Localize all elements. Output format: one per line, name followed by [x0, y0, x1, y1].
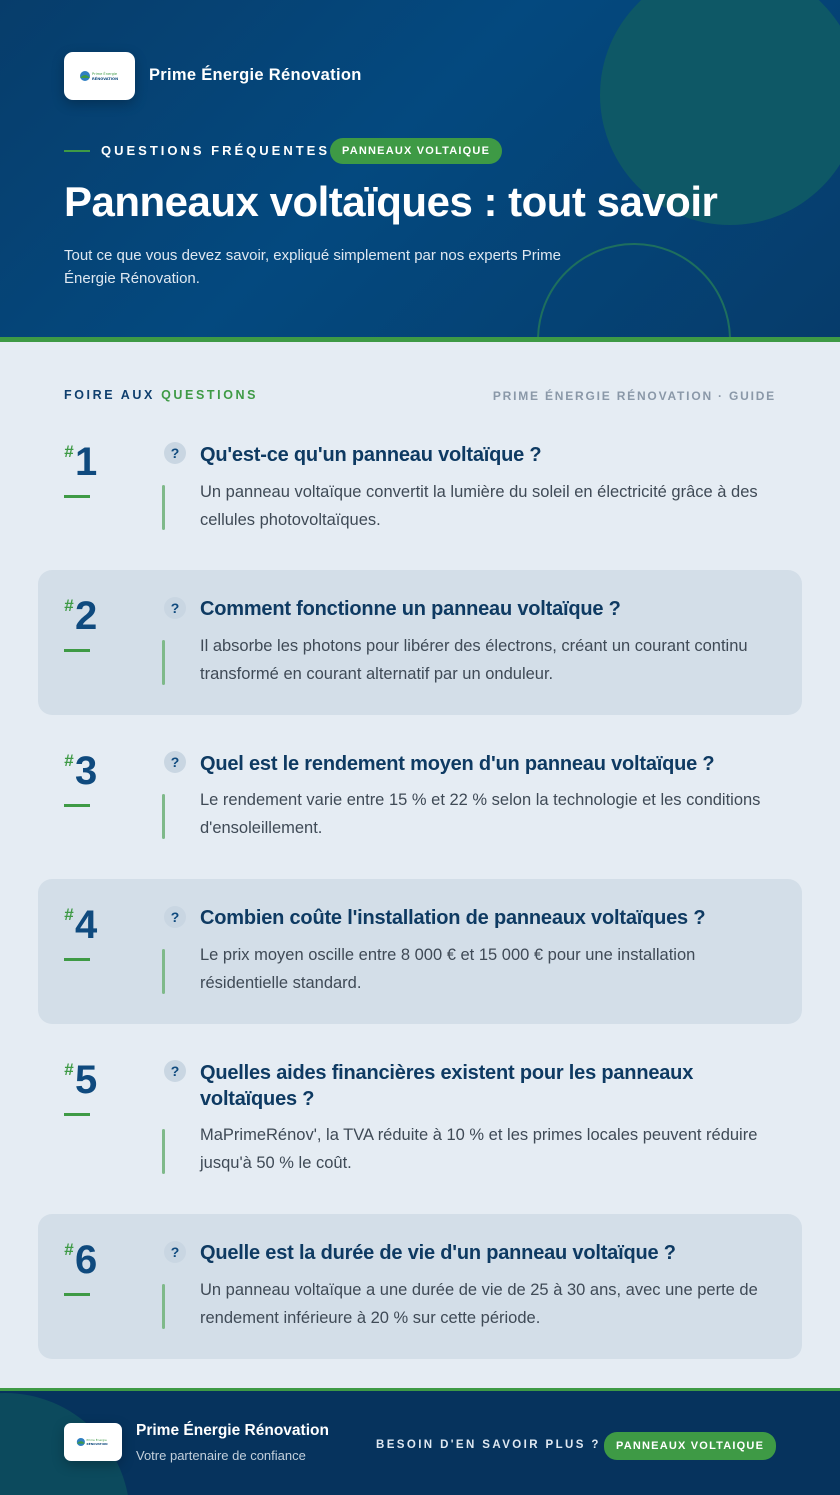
question-icon: ? — [164, 906, 186, 928]
logo-text-bottom: RÉNOVATION — [86, 1442, 108, 1447]
section-label-accent: QUESTIONS — [161, 388, 259, 402]
footer-divider — [0, 1388, 840, 1391]
faq-item — [38, 570, 802, 715]
question-icon: ? — [164, 1060, 186, 1082]
answer-bar — [162, 640, 165, 685]
footer-tagline: Votre partenaire de confiance — [136, 1448, 306, 1463]
faq-answer: Il absorbe les photons pour libérer des électrons, créant un courant continu transformé en courant alternatif par un onduleur. — [200, 637, 748, 683]
hash-symbol: # — [64, 905, 74, 924]
question-icon: ? — [164, 1241, 186, 1263]
page-title: Panneaux voltaïques : tout savoir — [64, 178, 718, 225]
faq-item — [38, 751, 802, 851]
hero-subtitle: Tout ce que vous devez savoir, expliqué simplement par nos experts Prime Énergie Rénovation. — [64, 247, 561, 287]
number-underline — [64, 649, 90, 652]
logo-text-bottom: RÉNOVATION — [91, 77, 118, 81]
faq-number-value: 3 — [75, 749, 98, 793]
question-icon: ? — [164, 442, 186, 464]
number-underline — [64, 495, 90, 498]
hash-symbol: # — [64, 751, 74, 770]
number-underline — [64, 1113, 90, 1116]
faq-question: Qu'est-ce qu'un panneau voltaïque ? — [200, 444, 542, 466]
faq-number-value: 5 — [75, 1058, 98, 1102]
faq-question: Combien coûte l'installation de panneaux voltaïques ? — [200, 907, 706, 929]
faq-item — [38, 1214, 802, 1359]
number-underline — [64, 958, 90, 961]
faq-answer: Un panneau voltaïque a une durée de vie de 25 à 30 ans, avec une perte de rendement inférieure à 20 % sur cette période. — [200, 1281, 758, 1327]
answer-bar — [162, 949, 165, 994]
answer-bar — [162, 1129, 165, 1174]
hash-symbol: # — [64, 1060, 74, 1079]
question-icon: ? — [164, 751, 186, 773]
faq-answer: Le prix moyen oscille entre 8 000 € et 15 000 € pour une installation résidentielle standard. — [200, 946, 696, 992]
logo-text-top: Prime Énergie — [91, 72, 117, 76]
answer-bar — [162, 794, 165, 839]
answer-bar — [162, 1284, 165, 1329]
hash-symbol: # — [64, 596, 74, 615]
faq-question: Comment fonctionne un panneau voltaïque ? — [200, 598, 621, 620]
faq-item — [38, 442, 802, 542]
hash-symbol: # — [64, 442, 74, 461]
hash-symbol: # — [64, 1240, 74, 1259]
faq-number-value: 6 — [75, 1238, 98, 1282]
faq-answer: Le rendement varie entre 15 % et 22 % selon la technologie et les conditions d'ensoleillement. — [200, 791, 761, 837]
footer-logo[interactable] — [64, 1423, 122, 1461]
logo-icon — [76, 1436, 110, 1448]
number-underline — [64, 1293, 90, 1296]
faq-question: Quelle est la durée de vie d'un panneau voltaïque ? — [200, 1242, 676, 1264]
faq-number-value: 1 — [75, 440, 98, 484]
brand-logo[interactable] — [64, 52, 135, 100]
number-underline — [64, 804, 90, 807]
question-icon: ? — [164, 597, 186, 619]
answer-bar — [162, 485, 165, 530]
section-label — [64, 388, 258, 402]
section-guide-label: PRIME ÉNERGIE RÉNOVATION · GUIDE — [492, 389, 776, 403]
logo-text-top: Prime Énergie — [86, 1438, 107, 1443]
topic-badge[interactable]: PANNEAUX VOLTAIQUE — [330, 138, 502, 164]
faq-answer: Un panneau voltaïque convertit la lumière du soleil en électricité grâce à des cellules photovoltaïques. — [200, 483, 758, 529]
footer-brand-name: Prime Énergie Rénovation — [136, 1422, 329, 1439]
faq-question: Quel est le rendement moyen d'un panneau voltaïque ? — [200, 753, 715, 775]
section-label-main: FOIRE AUX — [64, 388, 162, 402]
faq-item — [38, 879, 802, 1024]
faq-number-value: 2 — [75, 594, 98, 638]
faq-question: Quelles aides financières existent pour les panneaux voltaïques ? — [200, 1062, 694, 1110]
hero-kicker: QUESTIONS FRÉQUENTES — [101, 143, 331, 158]
kicker-line — [64, 150, 90, 152]
faq-item — [38, 1060, 802, 1185]
footer-topic-badge[interactable]: PANNEAUX VOLTAIQUE — [604, 1432, 776, 1460]
logo-icon — [79, 69, 121, 83]
hero-divider — [0, 337, 840, 342]
brand-name: Prime Énergie Rénovation — [149, 66, 362, 84]
faq-answer: MaPrimeRénov', la TVA réduite à 10 % et les primes locales peuvent réduire jusqu'à 50 % le coût. — [200, 1126, 758, 1172]
faq-number-value: 4 — [75, 903, 98, 947]
footer-cta-text: BESOIN D'EN SAVOIR PLUS ? — [376, 1439, 601, 1451]
